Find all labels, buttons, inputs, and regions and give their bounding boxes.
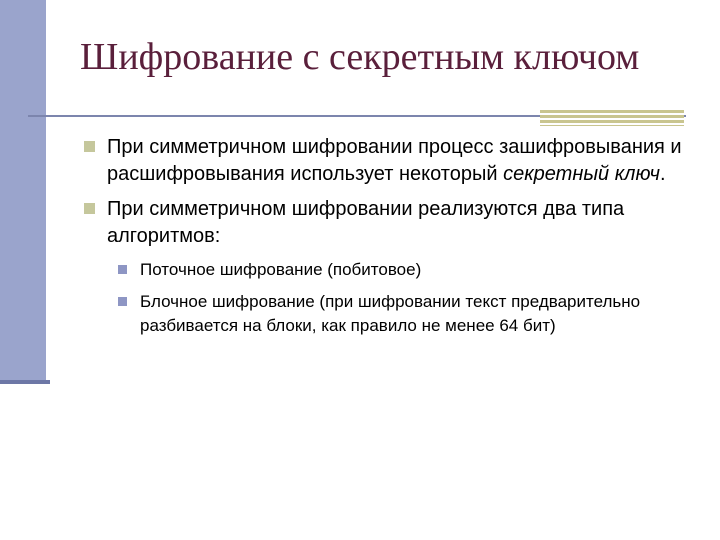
square-bullet-icon — [84, 203, 95, 214]
left-decorative-bar — [0, 0, 46, 382]
sub-bullet-item-1 — [113, 258, 690, 282]
square-sub-bullet-icon — [118, 265, 127, 274]
title-accent-stripes — [540, 110, 684, 126]
left-bar-edge — [0, 380, 50, 384]
bullet-1-emphasis: секретный ключ — [503, 163, 660, 185]
square-sub-bullet-icon — [118, 297, 127, 306]
bullet-2-text: При симметричном шифровании реализуются два типа алгоритмов: — [107, 198, 625, 247]
square-bullet-icon — [84, 141, 95, 152]
sub-bullet-item-2 — [113, 290, 690, 338]
slide-title: Шифрование с секретным ключом — [80, 36, 640, 78]
bullet-item-2 — [80, 196, 690, 250]
slide-content — [80, 134, 690, 346]
bullet-1-end: . — [659, 163, 666, 185]
sub-bullet-1-text: Поточное шифрование (побитовое) — [140, 260, 422, 279]
sub-bullet-2-text: Блочное шифрование (при шифровании текст предварительно разбивается на блоки, как правило не менее 64 бит) — [140, 292, 641, 335]
bullet-1-text: При симметричном шифровании процесс зашифровывания и расшифровывания использует некоторый — [107, 136, 682, 185]
bullet-item-1 — [80, 134, 690, 188]
